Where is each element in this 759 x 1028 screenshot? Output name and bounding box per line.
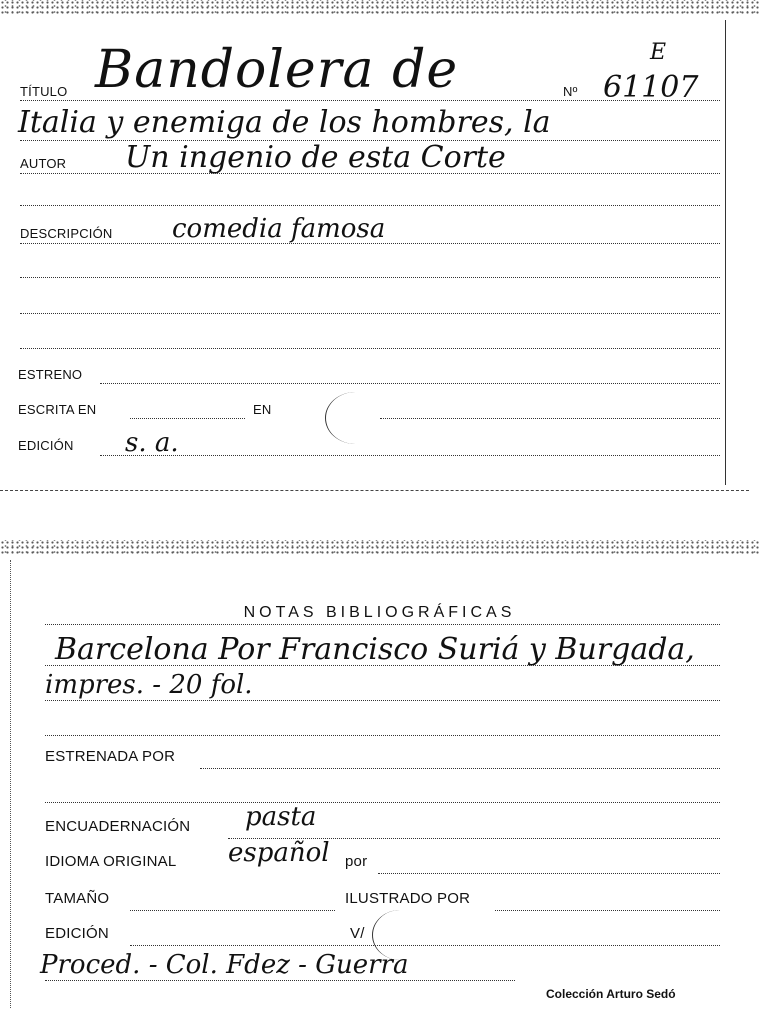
premiered-by-rule bbox=[200, 768, 720, 769]
number-value: 61107 bbox=[603, 70, 699, 105]
edition-mark: V/ bbox=[350, 925, 365, 942]
author-rule bbox=[20, 173, 720, 174]
provenance-note: Proced. - Col. Fdez - Guerra bbox=[40, 950, 409, 980]
illustrated-rule bbox=[495, 910, 720, 911]
blank-rule-3 bbox=[20, 313, 720, 314]
provenance-rule bbox=[45, 980, 515, 981]
description-label: DESCRIPCIÓN bbox=[20, 226, 113, 241]
written-label: ESCRITA EN bbox=[18, 402, 97, 417]
binding-label: ENCUADERNACIÓN bbox=[45, 818, 191, 835]
illustrated-label: ILUSTRADO POR bbox=[345, 890, 471, 907]
torn-top-edge bbox=[0, 0, 759, 16]
notes-line1: Barcelona Por Francisco Suriá y Burgada, bbox=[55, 632, 695, 667]
notes-rule-3 bbox=[45, 735, 720, 736]
written-in-label: EN bbox=[253, 402, 272, 417]
blank-rule-4 bbox=[20, 348, 720, 349]
premiered-by-label: ESTRENADA POR bbox=[45, 748, 176, 765]
title-line2: Italia y enemiga de los hombres, la bbox=[18, 105, 551, 140]
author-value: Un ingenio de esta Corte bbox=[125, 140, 506, 175]
edition-rule-back bbox=[130, 945, 720, 946]
written-in-rule bbox=[380, 418, 720, 419]
notes-heading: NOTAS BIBLIOGRÁFICAS bbox=[243, 604, 516, 621]
premiere-label: ESTRENO bbox=[18, 367, 83, 382]
author-label: AUTOR bbox=[20, 156, 67, 171]
description-rule bbox=[20, 243, 720, 244]
by-label: por bbox=[345, 853, 368, 870]
collection-credit: Colección Arturo Sedó bbox=[546, 987, 676, 1001]
title-line1: Bandolera de bbox=[95, 40, 459, 100]
catalog-card-back bbox=[0, 540, 759, 1028]
written-rule bbox=[130, 418, 245, 419]
edition-rule bbox=[100, 455, 720, 456]
notes-rule-1 bbox=[45, 665, 720, 666]
card-right-edge bbox=[725, 20, 726, 485]
catalog-card-front bbox=[0, 0, 759, 495]
binding-value: pasta bbox=[245, 802, 317, 832]
title-rule-1 bbox=[20, 100, 720, 101]
edition-label: EDICIÓN bbox=[18, 438, 74, 453]
notes-line2: impres. - 20 fol. bbox=[45, 670, 253, 700]
notes-rule-4 bbox=[45, 802, 720, 803]
library-stamp-mark bbox=[325, 392, 386, 444]
language-value: español bbox=[228, 838, 330, 868]
title-label: TÍTULO bbox=[20, 84, 68, 99]
language-rule bbox=[378, 873, 720, 874]
torn-top-edge-back bbox=[0, 540, 759, 556]
heading-rule bbox=[45, 624, 720, 625]
size-rule bbox=[130, 910, 335, 911]
blank-rule-2 bbox=[20, 277, 720, 278]
card-left-edge bbox=[10, 560, 11, 1008]
blank-rule-1 bbox=[20, 205, 720, 206]
premiere-rule bbox=[100, 383, 720, 384]
edition-label-back: EDICIÓN bbox=[45, 925, 109, 942]
edition-value: s. a. bbox=[125, 428, 179, 458]
number-label: Nº bbox=[563, 84, 578, 99]
card-bottom-edge bbox=[0, 490, 749, 491]
language-label: IDIOMA ORIGINAL bbox=[45, 853, 177, 870]
notes-rule-2 bbox=[45, 700, 720, 701]
size-label: TAMAÑO bbox=[45, 890, 110, 907]
description-value: comedia famosa bbox=[172, 214, 386, 244]
number-mark: E bbox=[650, 40, 667, 65]
